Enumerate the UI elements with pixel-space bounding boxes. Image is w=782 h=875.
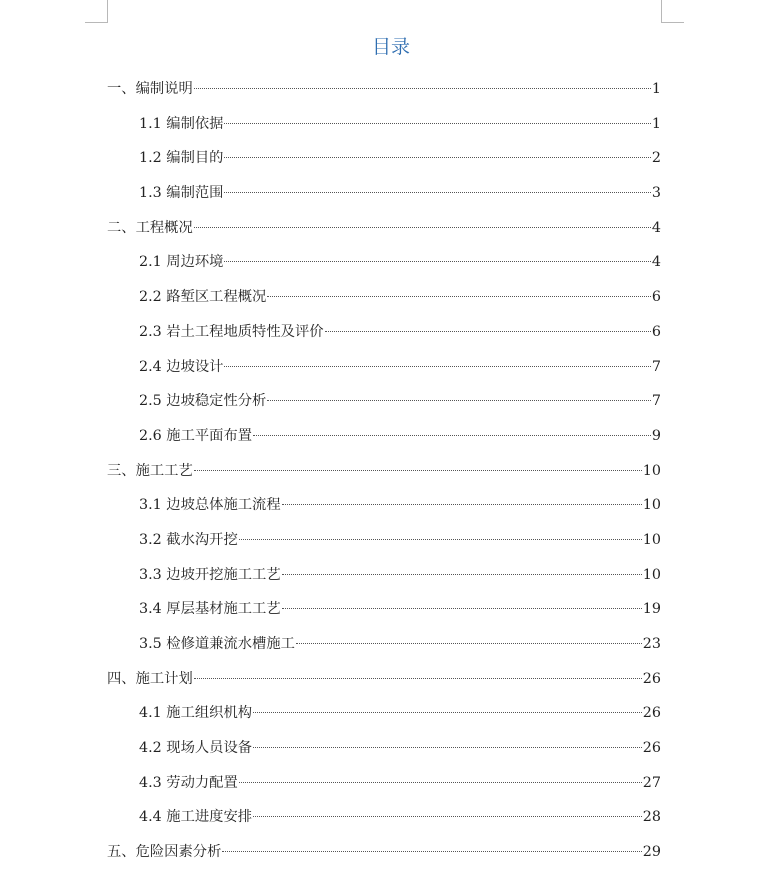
page-corner-mark-left	[85, 0, 108, 23]
toc-section-entry[interactable]	[107, 384, 661, 419]
toc-page-number: 2	[651, 150, 661, 167]
toc-dot-leader	[224, 261, 650, 262]
toc-page-number: 7	[651, 393, 661, 410]
toc-section-entry[interactable]	[107, 315, 661, 350]
toc-section-entry[interactable]	[107, 592, 661, 627]
toc-dot-leader	[239, 539, 642, 540]
toc-chapter-entry[interactable]	[107, 835, 661, 870]
toc-entry-label: 3.1 边坡总体施工流程	[139, 497, 281, 514]
toc-page-number: 7	[651, 358, 661, 375]
toc-entry-label: 4.2 现场人员设备	[139, 740, 253, 757]
toc-entry-label: 3.5 检修道兼流水槽施工	[139, 636, 295, 652]
toc-page-number: 1	[651, 115, 661, 132]
toc-dot-leader	[224, 157, 650, 158]
toc-entry-label: 3.3 边坡开挖施工工艺	[139, 566, 281, 583]
toc-dot-leader	[194, 678, 642, 679]
toc-entry-label: 1.2 编制目的	[139, 150, 224, 167]
toc-page-number: 4	[651, 219, 661, 236]
toc-section-entry[interactable]	[107, 766, 661, 801]
toc-entry-label: 五、危险因素分析	[107, 844, 222, 861]
toc-entry-label: 1.3 编制范围	[139, 185, 224, 202]
toc-page-number: 1	[651, 81, 661, 97]
toc-entry-label: 2.5 边坡稳定性分析	[139, 393, 267, 410]
toc-entry-label: 2.4 边坡设计	[139, 358, 224, 375]
toc-page-number: 6	[651, 323, 661, 340]
toc-entry-label: 四、施工计划	[107, 670, 193, 687]
toc-page-number: 26	[642, 705, 661, 722]
toc-page-number: 6	[651, 289, 661, 306]
toc-entry-label: 一、编制说明	[107, 81, 193, 97]
toc-entry-label: 4.3 劳动力配置	[139, 774, 238, 791]
toc-entry-label: 三、施工工艺	[107, 462, 193, 479]
toc-section-entry[interactable]	[107, 627, 661, 662]
toc-dot-leader	[253, 816, 642, 817]
toc-section-entry[interactable]	[107, 280, 661, 315]
toc-section-entry[interactable]	[107, 141, 661, 176]
toc-entry-label: 2.3 岩土工程地质特性及评价	[139, 323, 324, 340]
toc-chapter-entry[interactable]	[107, 662, 661, 697]
toc-entry-label: 2.2 路堑区工程概况	[139, 289, 267, 306]
toc-page-number: 19	[642, 601, 661, 618]
toc-section-entry[interactable]	[107, 731, 661, 766]
toc-dot-leader	[224, 192, 650, 193]
toc-page-number: 26	[642, 740, 661, 757]
toc-dot-leader	[253, 435, 651, 436]
toc-section-entry[interactable]	[107, 350, 661, 385]
toc-section-entry[interactable]	[107, 558, 661, 593]
toc-chapter-entry[interactable]	[107, 72, 661, 107]
toc-title: 目录	[371, 36, 410, 58]
toc-page-number: 29	[642, 844, 661, 861]
toc-dot-leader	[325, 331, 651, 332]
toc-page-number: 10	[642, 462, 661, 479]
toc-dot-leader	[194, 227, 651, 228]
toc-chapter-entry[interactable]	[107, 454, 661, 489]
toc-dot-leader	[253, 712, 642, 713]
toc-page-number: 23	[642, 636, 661, 652]
toc-chapter-entry[interactable]	[107, 211, 661, 246]
toc-entry-label: 2.6 施工平面布置	[139, 427, 253, 444]
toc-dot-leader	[224, 366, 650, 367]
toc-entry-label: 2.1 周边环境	[139, 254, 224, 271]
toc-entry-label: 1.1 编制依据	[139, 115, 224, 132]
toc-dot-leader	[282, 574, 642, 575]
toc-section-entry[interactable]	[107, 176, 661, 211]
toc-dot-leader	[224, 123, 650, 124]
toc-dot-leader	[267, 296, 651, 297]
toc-page-number: 4	[651, 254, 661, 271]
toc-section-entry[interactable]	[107, 523, 661, 558]
toc-dot-leader	[194, 470, 642, 471]
toc-entry-label: 3.2 截水沟开挖	[139, 531, 238, 548]
toc-dot-leader	[222, 851, 641, 852]
page-corner-mark-right	[661, 0, 684, 23]
toc-section-entry[interactable]	[107, 800, 661, 835]
toc-dot-leader	[282, 608, 642, 609]
toc-section-entry[interactable]	[107, 245, 661, 280]
toc-page-number: 26	[642, 670, 661, 687]
toc-page-number: 9	[651, 427, 661, 444]
toc-entry-label: 二、工程概况	[107, 219, 193, 236]
toc-dot-leader	[267, 400, 651, 401]
toc-dot-leader	[194, 88, 651, 89]
toc-entry-label: 4.4 施工进度安排	[139, 809, 253, 826]
toc-entry-label: 4.1 施工组织机构	[139, 705, 253, 722]
toc-section-entry[interactable]	[107, 419, 661, 454]
toc-section-entry[interactable]	[107, 696, 661, 731]
toc-entry-label: 3.4 厚层基材施工工艺	[139, 601, 281, 618]
toc-page-number: 10	[642, 531, 661, 548]
toc-page-number: 10	[642, 497, 661, 514]
toc-page-number: 10	[642, 566, 661, 583]
toc-dot-leader	[239, 782, 642, 783]
toc-section-entry[interactable]	[107, 488, 661, 523]
table-of-contents	[107, 72, 661, 870]
toc-dot-leader	[296, 643, 642, 644]
toc-page-number: 27	[642, 774, 661, 791]
toc-dot-leader	[253, 747, 642, 748]
toc-dot-leader	[282, 504, 642, 505]
toc-section-entry[interactable]	[107, 107, 661, 142]
toc-page-number: 3	[651, 185, 661, 202]
toc-page-number: 28	[642, 809, 661, 826]
